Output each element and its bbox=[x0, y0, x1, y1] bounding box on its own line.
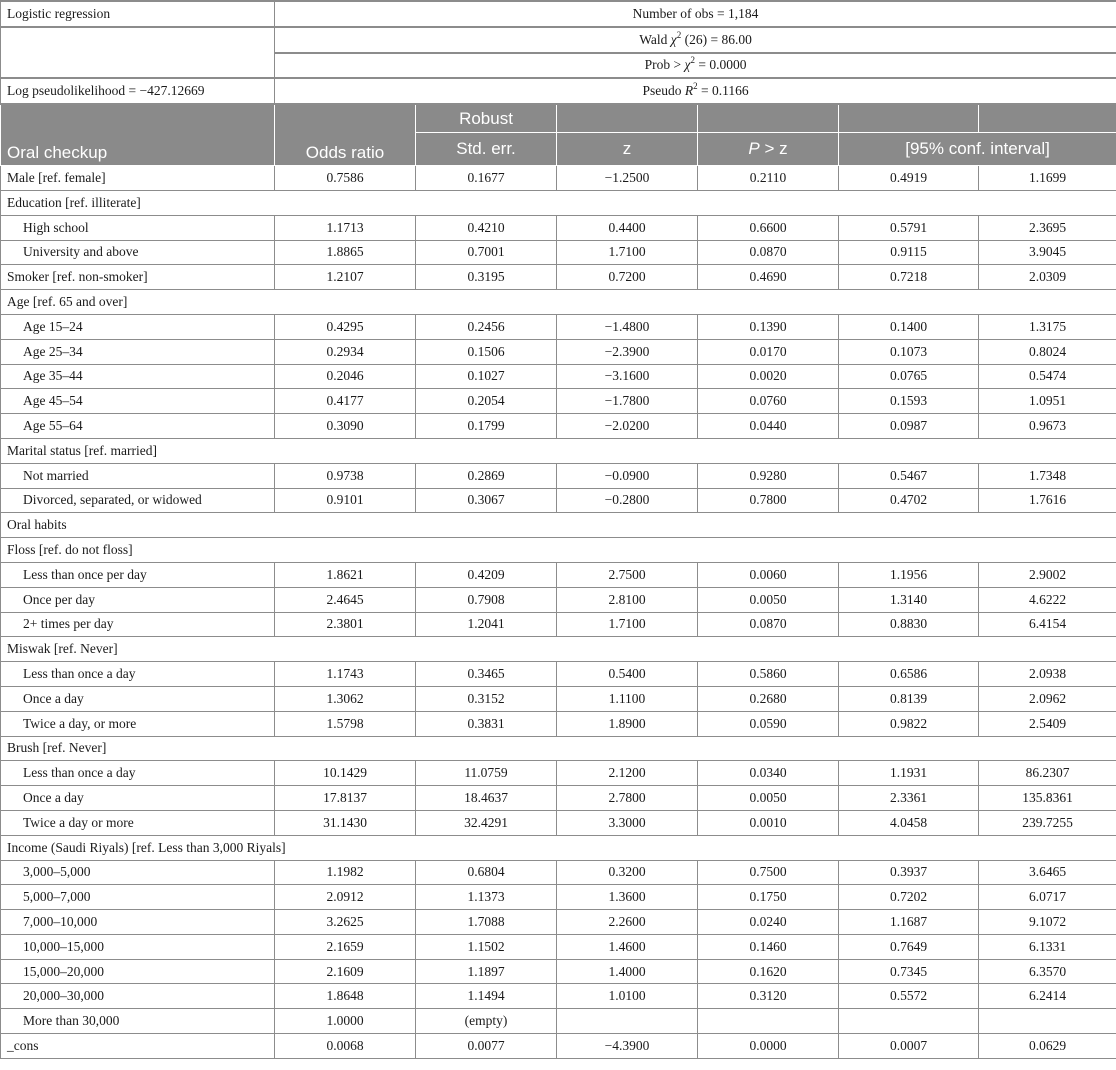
ci-lower-cell: 0.6586 bbox=[839, 662, 979, 687]
ci-upper-cell: 6.0717 bbox=[979, 885, 1116, 910]
odds-ratio-cell: 0.2934 bbox=[275, 339, 416, 364]
std-err-cell: 0.1027 bbox=[416, 364, 557, 389]
summary-row bbox=[1, 1, 1116, 27]
table-row bbox=[1, 488, 1116, 513]
prob-chi2: Prob > $\chi^2 = 0.0000$ bbox=[275, 53, 1116, 79]
table-row bbox=[1, 389, 1116, 414]
header-robust: Robust bbox=[416, 104, 557, 133]
variable-label: Less than once per day bbox=[1, 562, 275, 587]
std-err-cell: 0.1506 bbox=[416, 339, 557, 364]
table-row bbox=[1, 339, 1116, 364]
z-cell: 0.5400 bbox=[557, 662, 698, 687]
table-row bbox=[1, 835, 1116, 860]
std-err-cell: 1.1897 bbox=[416, 959, 557, 984]
std-err-cell: 11.0759 bbox=[416, 761, 557, 786]
number-of-obs: Number of obs = 1,184 bbox=[275, 1, 1116, 27]
odds-ratio-cell: 10.1429 bbox=[275, 761, 416, 786]
variable-label: Less than once a day bbox=[1, 761, 275, 786]
variable-label: 3,000–5,000 bbox=[1, 860, 275, 885]
z-cell: 2.7500 bbox=[557, 562, 698, 587]
table-row bbox=[1, 885, 1116, 910]
odds-ratio-cell: 0.9101 bbox=[275, 488, 416, 513]
ci-lower-cell: 0.7649 bbox=[839, 934, 979, 959]
ci-upper-cell: 86.2307 bbox=[979, 761, 1116, 786]
header-z: z bbox=[557, 133, 698, 166]
z-cell: −1.7800 bbox=[557, 389, 698, 414]
z-cell: 1.1100 bbox=[557, 686, 698, 711]
z-cell: 0.4400 bbox=[557, 215, 698, 240]
ci-upper-cell: 1.3175 bbox=[979, 314, 1116, 339]
std-err-cell: (empty) bbox=[416, 1009, 557, 1034]
variable-label: Not married bbox=[1, 463, 275, 488]
group-label: Oral habits bbox=[1, 513, 1116, 538]
variable-label: Once a day bbox=[1, 686, 275, 711]
ci-upper-cell: 2.0938 bbox=[979, 662, 1116, 687]
table-row bbox=[1, 364, 1116, 389]
table-row bbox=[1, 612, 1116, 637]
variable-label: 2+ times per day bbox=[1, 612, 275, 637]
ci-lower-cell: 1.3140 bbox=[839, 587, 979, 612]
std-err-cell: 0.7001 bbox=[416, 240, 557, 265]
p-value-cell: 0.7500 bbox=[698, 860, 839, 885]
ci-upper-cell: 0.8024 bbox=[979, 339, 1116, 364]
std-err-cell: 0.3152 bbox=[416, 686, 557, 711]
z-cell: −2.3900 bbox=[557, 339, 698, 364]
p-value-cell: 0.0060 bbox=[698, 562, 839, 587]
ci-upper-cell: 2.9002 bbox=[979, 562, 1116, 587]
ci-lower-cell: 0.1593 bbox=[839, 389, 979, 414]
odds-ratio-cell: 1.8648 bbox=[275, 984, 416, 1009]
ci-upper-cell: 9.1072 bbox=[979, 910, 1116, 935]
odds-ratio-cell: 1.8621 bbox=[275, 562, 416, 587]
variable-label: University and above bbox=[1, 240, 275, 265]
ci-lower-cell: 0.3937 bbox=[839, 860, 979, 885]
group-label: Brush [ref. Never] bbox=[1, 736, 1116, 761]
odds-ratio-cell: 1.1743 bbox=[275, 662, 416, 687]
ci-lower-cell: 0.0007 bbox=[839, 1034, 979, 1059]
table-row bbox=[1, 562, 1116, 587]
ci-lower-cell: 0.4919 bbox=[839, 166, 979, 191]
table-row bbox=[1, 959, 1116, 984]
ci-upper-cell: 6.3570 bbox=[979, 959, 1116, 984]
ci-lower-cell: 0.5791 bbox=[839, 215, 979, 240]
table-row bbox=[1, 736, 1116, 761]
ci-upper-cell: 2.0309 bbox=[979, 265, 1116, 290]
table-row bbox=[1, 686, 1116, 711]
table-row bbox=[1, 860, 1116, 885]
variable-label: Less than once a day bbox=[1, 662, 275, 687]
group-label: Age [ref. 65 and over] bbox=[1, 290, 1116, 315]
ci-upper-cell: 6.1331 bbox=[979, 934, 1116, 959]
p-value-cell bbox=[698, 1009, 839, 1034]
header-odds-ratio: Odds ratio bbox=[275, 104, 416, 166]
p-value-cell: 0.0590 bbox=[698, 711, 839, 736]
ci-lower-cell: 0.0765 bbox=[839, 364, 979, 389]
variable-label: 5,000–7,000 bbox=[1, 885, 275, 910]
ci-upper-cell: 1.1699 bbox=[979, 166, 1116, 191]
table-row bbox=[1, 934, 1116, 959]
table-row bbox=[1, 1034, 1116, 1059]
odds-ratio-cell: 2.3801 bbox=[275, 612, 416, 637]
odds-ratio-cell: 31.1430 bbox=[275, 810, 416, 835]
ci-lower-cell: 0.4702 bbox=[839, 488, 979, 513]
p-value-cell: 0.3120 bbox=[698, 984, 839, 1009]
table-row bbox=[1, 215, 1116, 240]
ci-upper-cell: 4.6222 bbox=[979, 587, 1116, 612]
variable-label: 7,000–10,000 bbox=[1, 910, 275, 935]
ci-lower-cell: 0.5467 bbox=[839, 463, 979, 488]
std-err-cell: 0.4210 bbox=[416, 215, 557, 240]
variable-label: Age 15–24 bbox=[1, 314, 275, 339]
ci-lower-cell: 0.9115 bbox=[839, 240, 979, 265]
ci-lower-cell: 0.7202 bbox=[839, 885, 979, 910]
p-value-cell: 0.9280 bbox=[698, 463, 839, 488]
odds-ratio-cell: 1.8865 bbox=[275, 240, 416, 265]
variable-label: Age 35–44 bbox=[1, 364, 275, 389]
variable-label: Twice a day, or more bbox=[1, 711, 275, 736]
table-row bbox=[1, 290, 1116, 315]
table-row bbox=[1, 265, 1116, 290]
odds-ratio-cell: 2.0912 bbox=[275, 885, 416, 910]
std-err-cell: 0.3067 bbox=[416, 488, 557, 513]
header-blank bbox=[979, 104, 1116, 133]
p-value-cell: 0.0240 bbox=[698, 910, 839, 935]
z-cell: 1.3600 bbox=[557, 885, 698, 910]
header-blank bbox=[698, 104, 839, 133]
group-label: Miswak [ref. Never] bbox=[1, 637, 1116, 662]
std-err-cell: 0.2054 bbox=[416, 389, 557, 414]
z-cell: 1.4600 bbox=[557, 934, 698, 959]
group-label: Floss [ref. do not floss] bbox=[1, 538, 1116, 563]
ci-lower-cell: 0.0987 bbox=[839, 414, 979, 439]
p-value-cell: 0.1750 bbox=[698, 885, 839, 910]
table-row bbox=[1, 240, 1116, 265]
table-row bbox=[1, 438, 1116, 463]
z-cell: 1.8900 bbox=[557, 711, 698, 736]
odds-ratio-cell: 1.1713 bbox=[275, 215, 416, 240]
variable-label: Once per day bbox=[1, 587, 275, 612]
table-row bbox=[1, 513, 1116, 538]
z-cell: −0.0900 bbox=[557, 463, 698, 488]
odds-ratio-cell: 0.9738 bbox=[275, 463, 416, 488]
std-err-cell: 0.2869 bbox=[416, 463, 557, 488]
ci-lower-cell: 2.3361 bbox=[839, 786, 979, 811]
std-err-cell: 32.4291 bbox=[416, 810, 557, 835]
variable-label: Smoker [ref. non-smoker] bbox=[1, 265, 275, 290]
p-value-cell: 0.1620 bbox=[698, 959, 839, 984]
ci-upper-cell: 6.4154 bbox=[979, 612, 1116, 637]
variable-label: Male [ref. female] bbox=[1, 166, 275, 191]
table-row bbox=[1, 414, 1116, 439]
header-conf-interval: [95% conf. interval] bbox=[839, 133, 1116, 166]
ci-lower-cell: 4.0458 bbox=[839, 810, 979, 835]
p-value-cell: 0.5860 bbox=[698, 662, 839, 687]
ci-upper-cell: 1.7616 bbox=[979, 488, 1116, 513]
ci-upper-cell: 2.0962 bbox=[979, 686, 1116, 711]
odds-ratio-cell: 1.2107 bbox=[275, 265, 416, 290]
z-cell: −3.1600 bbox=[557, 364, 698, 389]
ci-lower-cell: 0.8830 bbox=[839, 612, 979, 637]
ci-upper-cell: 2.3695 bbox=[979, 215, 1116, 240]
ci-lower-cell: 1.1931 bbox=[839, 761, 979, 786]
odds-ratio-cell: 2.1609 bbox=[275, 959, 416, 984]
pseudo-r2: Pseudo $R^2 = 0.1166$ bbox=[275, 78, 1116, 104]
table-row bbox=[1, 637, 1116, 662]
std-err-cell: 1.1373 bbox=[416, 885, 557, 910]
variable-label: Once a day bbox=[1, 786, 275, 811]
odds-ratio-cell: 0.3090 bbox=[275, 414, 416, 439]
odds-ratio-cell: 17.8137 bbox=[275, 786, 416, 811]
std-err-cell: 18.4637 bbox=[416, 786, 557, 811]
p-value-cell: 0.0170 bbox=[698, 339, 839, 364]
ci-upper-cell: 239.7255 bbox=[979, 810, 1116, 835]
odds-ratio-cell: 1.5798 bbox=[275, 711, 416, 736]
variable-label: Age 25–34 bbox=[1, 339, 275, 364]
p-value-cell: 0.0340 bbox=[698, 761, 839, 786]
variable-label: Age 45–54 bbox=[1, 389, 275, 414]
p-value-cell: 0.0050 bbox=[698, 587, 839, 612]
std-err-cell: 0.4209 bbox=[416, 562, 557, 587]
z-cell: 0.7200 bbox=[557, 265, 698, 290]
wald-chi2: Wald $\chi^2$ (26) = 86.00 bbox=[275, 27, 1116, 53]
p-value-cell: 0.0870 bbox=[698, 240, 839, 265]
std-err-cell: 0.6804 bbox=[416, 860, 557, 885]
odds-ratio-cell: 0.7586 bbox=[275, 166, 416, 191]
std-err-cell: 0.1677 bbox=[416, 166, 557, 191]
variable-label: _cons bbox=[1, 1034, 275, 1059]
ci-upper-cell: 0.0629 bbox=[979, 1034, 1116, 1059]
z-cell: 2.7800 bbox=[557, 786, 698, 811]
z-cell bbox=[557, 1009, 698, 1034]
model-title: Logistic regression bbox=[1, 1, 275, 27]
table-row bbox=[1, 910, 1116, 935]
table-row bbox=[1, 761, 1116, 786]
header-blank bbox=[839, 104, 979, 133]
ci-upper-cell: 1.7348 bbox=[979, 463, 1116, 488]
p-value-cell: 0.7800 bbox=[698, 488, 839, 513]
table-row bbox=[1, 314, 1116, 339]
ci-upper-cell: 3.6465 bbox=[979, 860, 1116, 885]
variable-label: Twice a day or more bbox=[1, 810, 275, 835]
z-cell: 2.1200 bbox=[557, 761, 698, 786]
p-value-cell: 0.1460 bbox=[698, 934, 839, 959]
z-cell: 1.4000 bbox=[557, 959, 698, 984]
variable-label: Divorced, separated, or widowed bbox=[1, 488, 275, 513]
z-cell: −1.2500 bbox=[557, 166, 698, 191]
std-err-cell: 0.1799 bbox=[416, 414, 557, 439]
ci-lower-cell: 0.8139 bbox=[839, 686, 979, 711]
odds-ratio-cell: 2.4645 bbox=[275, 587, 416, 612]
z-cell: 0.3200 bbox=[557, 860, 698, 885]
variable-label: 10,000–15,000 bbox=[1, 934, 275, 959]
table-row bbox=[1, 463, 1116, 488]
log-pseudolikelihood: Log pseudolikelihood = −427.12669 bbox=[1, 78, 275, 104]
std-err-cell: 1.2041 bbox=[416, 612, 557, 637]
ci-upper-cell: 2.5409 bbox=[979, 711, 1116, 736]
table-row bbox=[1, 984, 1116, 1009]
p-value-cell: 0.2110 bbox=[698, 166, 839, 191]
ci-lower-cell: 0.7345 bbox=[839, 959, 979, 984]
p-value-cell: 0.0870 bbox=[698, 612, 839, 637]
table-row bbox=[1, 786, 1116, 811]
ci-lower-cell: 1.1687 bbox=[839, 910, 979, 935]
table-row bbox=[1, 711, 1116, 736]
z-cell: 1.7100 bbox=[557, 240, 698, 265]
z-cell: −2.0200 bbox=[557, 414, 698, 439]
std-err-cell: 0.7908 bbox=[416, 587, 557, 612]
z-cell: 2.8100 bbox=[557, 587, 698, 612]
group-label: Education [ref. illiterate] bbox=[1, 190, 1116, 215]
z-cell: 2.2600 bbox=[557, 910, 698, 935]
ci-upper-cell: 3.9045 bbox=[979, 240, 1116, 265]
std-err-cell: 0.3465 bbox=[416, 662, 557, 687]
odds-ratio-cell: 1.3062 bbox=[275, 686, 416, 711]
ci-upper-cell: 135.8361 bbox=[979, 786, 1116, 811]
z-cell: −1.4800 bbox=[557, 314, 698, 339]
odds-ratio-cell: 0.0068 bbox=[275, 1034, 416, 1059]
std-err-cell: 1.1502 bbox=[416, 934, 557, 959]
ci-upper-cell: 6.2414 bbox=[979, 984, 1116, 1009]
z-cell: 1.0100 bbox=[557, 984, 698, 1009]
std-err-cell: 1.1494 bbox=[416, 984, 557, 1009]
ci-lower-cell: 1.1956 bbox=[839, 562, 979, 587]
ci-lower-cell: 0.1073 bbox=[839, 339, 979, 364]
std-err-cell: 0.2456 bbox=[416, 314, 557, 339]
ci-lower-cell: 0.9822 bbox=[839, 711, 979, 736]
p-value-cell: 0.2680 bbox=[698, 686, 839, 711]
odds-ratio-cell: 2.1659 bbox=[275, 934, 416, 959]
odds-ratio-cell: 1.1982 bbox=[275, 860, 416, 885]
z-cell: −4.3900 bbox=[557, 1034, 698, 1059]
group-label: Marital status [ref. married] bbox=[1, 438, 1116, 463]
std-err-cell: 0.3195 bbox=[416, 265, 557, 290]
summary-row bbox=[1, 78, 1116, 104]
variable-label: Age 55–64 bbox=[1, 414, 275, 439]
p-value-cell: 0.6600 bbox=[698, 215, 839, 240]
z-cell: −0.2800 bbox=[557, 488, 698, 513]
std-err-cell: 1.7088 bbox=[416, 910, 557, 935]
p-value-cell: 0.0010 bbox=[698, 810, 839, 835]
ci-upper-cell bbox=[979, 1009, 1116, 1034]
ci-lower-cell: 0.7218 bbox=[839, 265, 979, 290]
p-value-cell: 0.0760 bbox=[698, 389, 839, 414]
p-value-cell: 0.0020 bbox=[698, 364, 839, 389]
header-oral-checkup: Oral checkup bbox=[1, 104, 275, 166]
ci-lower-cell: 0.5572 bbox=[839, 984, 979, 1009]
summary-row bbox=[1, 27, 1116, 53]
p-value-cell: 0.0000 bbox=[698, 1034, 839, 1059]
ci-upper-cell: 0.9673 bbox=[979, 414, 1116, 439]
ci-upper-cell: 1.0951 bbox=[979, 389, 1116, 414]
variable-label: More than 30,000 bbox=[1, 1009, 275, 1034]
ci-upper-cell: 0.5474 bbox=[979, 364, 1116, 389]
header-std-err: Std. err. bbox=[416, 133, 557, 166]
header-p-value: P > z bbox=[698, 133, 839, 166]
odds-ratio-cell: 1.0000 bbox=[275, 1009, 416, 1034]
odds-ratio-cell: 0.4295 bbox=[275, 314, 416, 339]
p-value-cell: 0.1390 bbox=[698, 314, 839, 339]
variable-label: 15,000–20,000 bbox=[1, 959, 275, 984]
std-err-cell: 0.0077 bbox=[416, 1034, 557, 1059]
odds-ratio-cell: 0.4177 bbox=[275, 389, 416, 414]
table-row bbox=[1, 587, 1116, 612]
z-cell: 3.3000 bbox=[557, 810, 698, 835]
z-cell: 1.7100 bbox=[557, 612, 698, 637]
odds-ratio-cell: 0.2046 bbox=[275, 364, 416, 389]
variable-label: High school bbox=[1, 215, 275, 240]
table-row bbox=[1, 662, 1116, 687]
header-blank bbox=[557, 104, 698, 133]
table-row bbox=[1, 166, 1116, 191]
table-row bbox=[1, 810, 1116, 835]
p-value-cell: 0.0440 bbox=[698, 414, 839, 439]
ci-lower-cell bbox=[839, 1009, 979, 1034]
summary-blank bbox=[1, 27, 275, 79]
std-err-cell: 0.3831 bbox=[416, 711, 557, 736]
p-value-cell: 0.0050 bbox=[698, 786, 839, 811]
header-row bbox=[1, 104, 1116, 133]
table-row bbox=[1, 538, 1116, 563]
ci-lower-cell: 0.1400 bbox=[839, 314, 979, 339]
table-row bbox=[1, 190, 1116, 215]
odds-ratio-cell: 3.2625 bbox=[275, 910, 416, 935]
group-label: Income (Saudi Riyals) [ref. Less than 3,000 Riyals] bbox=[1, 835, 1116, 860]
variable-label: 20,000–30,000 bbox=[1, 984, 275, 1009]
p-value-cell: 0.4690 bbox=[698, 265, 839, 290]
table-row bbox=[1, 1009, 1116, 1034]
